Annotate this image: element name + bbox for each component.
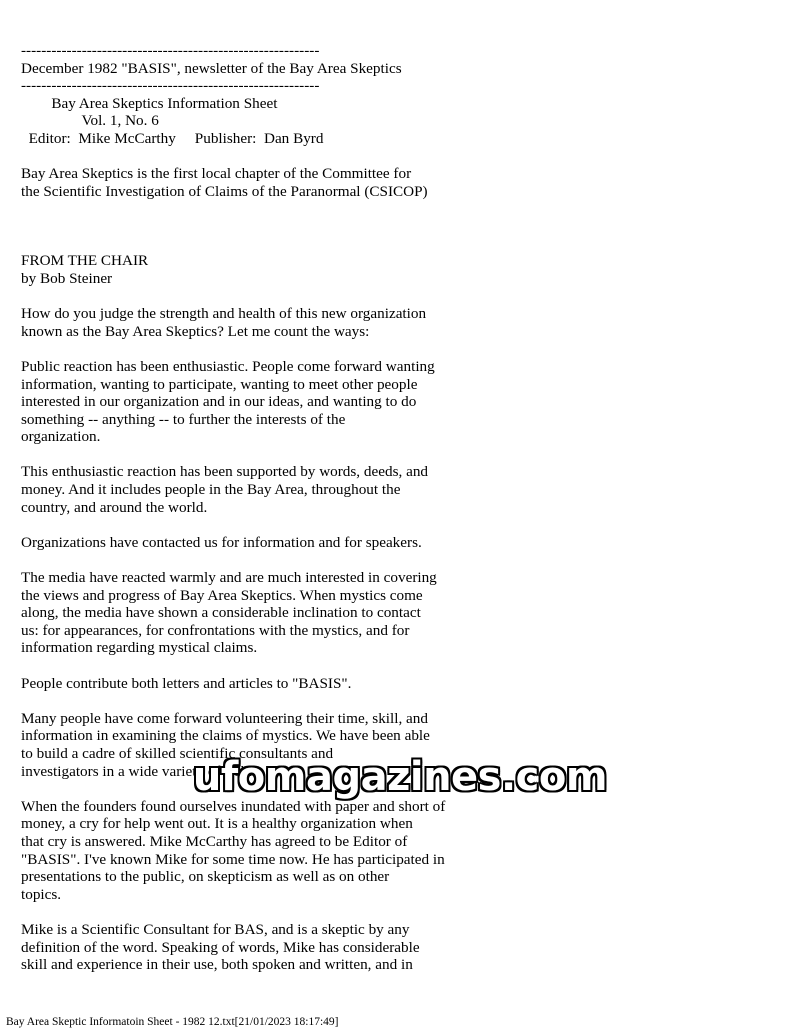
text-line: us: for appearances, for confrontations with the mystics, and for	[21, 621, 410, 639]
newsletter-line: December 1982 "BASIS", newsletter of the Bay Area Skeptics	[21, 59, 402, 77]
text-line: that cry is answered. Mike McCarthy has agreed to be Editor of	[21, 832, 408, 850]
text-line: definition of the word. Speaking of words, Mike has considerable	[21, 938, 420, 956]
sheet-title: Bay Area Skeptics Information Sheet	[21, 94, 278, 112]
text-line: money. And it includes people in the Bay Area, throughout the	[21, 481, 401, 499]
article-body	[21, 288, 491, 974]
article-paragraph	[21, 358, 491, 446]
text-line: topics.	[21, 885, 62, 903]
text-line: information regarding mystical claims.	[21, 639, 258, 657]
text-line: Organizations have contacted us for information and for speakers.	[21, 533, 422, 551]
watermark-logo: ufomagazines.com	[192, 754, 608, 800]
page-footer: Bay Area Skeptic Informatoin Sheet - 1982 12.txt[21/01/2023 18:17:49]	[6, 1016, 339, 1028]
text-line: How do you judge the strength and health of this new organization	[21, 305, 427, 323]
article-byline: by Bob Steiner	[21, 269, 113, 287]
article-paragraph	[21, 463, 491, 516]
header-rule: -----------------------------------------------------------	[21, 77, 320, 95]
text-line: money, a cry for help went out. It is a healthy organization when	[21, 815, 413, 833]
text-line: The media have reacted warmly and are much interested in covering	[21, 569, 437, 587]
article-paragraph	[21, 569, 491, 657]
text-line: something -- anything -- to further the interests of the	[21, 410, 346, 428]
article-paragraph	[21, 921, 491, 974]
text-line: investigators in a wide variety of fields.	[21, 762, 262, 780]
text-line: presentations to the public, on skepticism as well as on other	[21, 868, 390, 886]
intro-paragraph: Bay Area Skeptics is the first local chapter of the Committee for the Scientific Investigation of Claims of the Paranormal (CSICOP)	[21, 165, 428, 200]
text-line: the views and progress of Bay Area Skeptics. When mystics come	[21, 586, 423, 604]
document-body	[21, 42, 491, 974]
text-line: information, wanting to participate, wanting to meet other people	[21, 375, 418, 393]
text-line: organization.	[21, 428, 101, 446]
text-line: This enthusiastic reaction has been supported by words, deeds, and	[21, 463, 429, 481]
volume-line: Vol. 1, No. 6	[21, 112, 159, 130]
editor-line: Editor: Mike McCarthy Publisher: Dan Byrd	[21, 129, 324, 147]
text-line: "BASIS". I've known Mike for some time now. He has participated in	[21, 850, 445, 868]
text-line: People contribute both letters and articles to "BASIS".	[21, 674, 352, 692]
text-line: country, and around the world.	[21, 498, 208, 516]
text-line: information in examining the claims of mystics. We have been able	[21, 727, 430, 745]
text-line: Many people have come forward volunteering their time, skill, and	[21, 709, 428, 727]
text-line: known as the Bay Area Skeptics? Let me count the ways:	[21, 322, 370, 340]
text-line: Public reaction has been enthusiastic. People come forward wanting	[21, 357, 435, 375]
header-rule: -----------------------------------------------------------	[21, 42, 320, 59]
text-line: interested in our organization and in our ideas, and wanting to do	[21, 393, 417, 411]
article-paragraph	[21, 534, 491, 552]
article-paragraph	[21, 305, 491, 340]
article-paragraph	[21, 675, 491, 693]
text-line: along, the media have shown a considerable inclination to contact	[21, 604, 421, 622]
text-line: to build a cadre of skilled scientific consultants and	[21, 744, 334, 762]
text-line: Mike is a Scientific Consultant for BAS, and is a skeptic by any	[21, 920, 410, 938]
article-title: FROM THE CHAIR	[21, 252, 149, 270]
text-line: When the founders found ourselves inundated with paper and short of	[21, 797, 446, 815]
article-paragraph	[21, 798, 491, 904]
text-line: skill and experience in their use, both spoken and written, and in	[21, 956, 413, 974]
